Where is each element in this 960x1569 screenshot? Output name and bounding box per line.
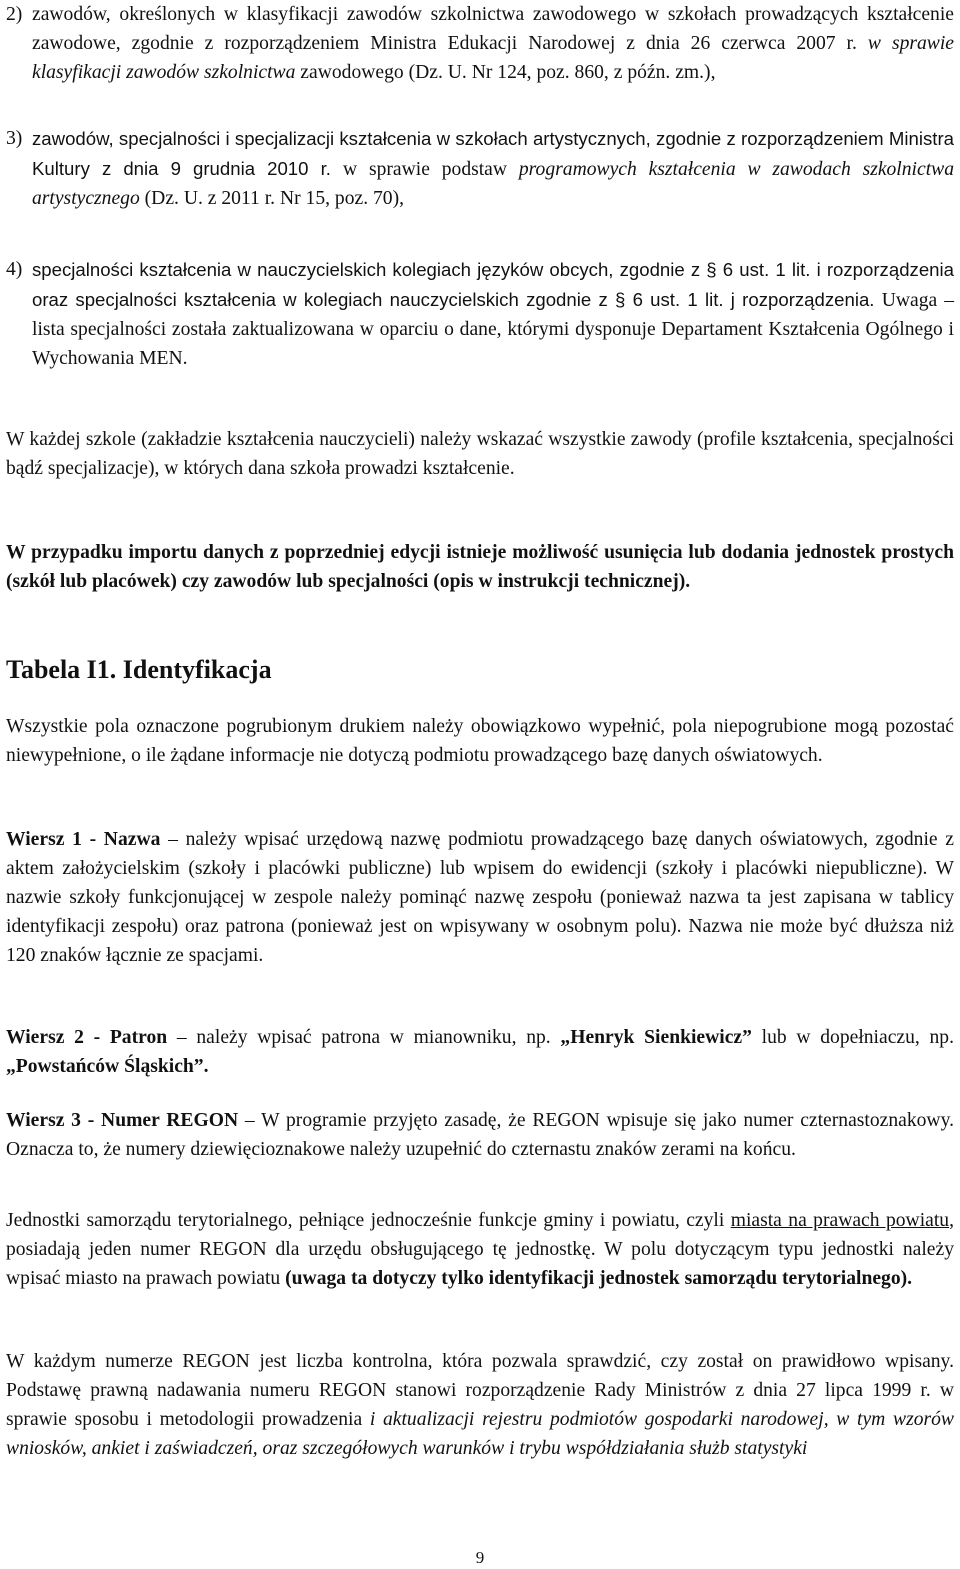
wiersz-2-label: Wiersz 2 - Patron bbox=[6, 1027, 168, 1048]
paragraph-kontrolna: W każdym numerze REGON jest liczba kontrolna, która pozwala sprawdzić, czy został on prawidłowo wpisany. Podstawę prawną nadawania numeru REGON stanowi rozporządzenie Rady Ministrów z dnia 27 lipca 1999 r. w sprawie sposobu i metodologii prowadzenia i aktualizacji rejestru podmiotów gospodarki narodowej, w tym wzorów wniosków, ankiet i zaświadczeń, oraz szczegółowych warunków i trybu współdziałania służb statystyki bbox=[6, 1351, 954, 1459]
paragraph-wiersz-3: Wiersz 3 - Numer REGON – W programie przyjęto zasadę, że REGON wpisuje się jako numer czternastoznakowy. Oznacza to, że numery dziewięcioznakowe należy uzupełnić do czternastu znaków zerami na końcu. bbox=[6, 1110, 954, 1160]
paragraph-wiersz-2: Wiersz 2 - Patron – należy wpisać patrona w mianowniku, np. „Henryk Sienkiewicz” lub w dopełniaczu, np. „Powstańców Śląskich”. bbox=[6, 1027, 954, 1077]
paragraph-wiersz-1: Wiersz 1 - Nazwa – należy wpisać urzędową nazwę podmiotu prowadzącego bazę danych oświatowych, zgodnie z aktem założycielskim (szkoły i placówki publiczne) lub wpisem do ewidencji (szkoły i placówki niepubliczne). W nazwie szkoły funkcjonującej w zespole należy pominąć nazwę zespołu (ponieważ nazwa ta jest zapisana w tablicy identyfikacji zespołu) oraz patrona (ponieważ jest on wpisywany w osobnym polu). Nazwa nie może być dłuższa niż 120 znaków łącznie ze spacjami. bbox=[6, 829, 954, 966]
list-number: 3) bbox=[6, 128, 23, 149]
wiersz-3-label: Wiersz 3 - Numer REGON bbox=[6, 1110, 239, 1131]
section-heading: Tabela I1. Identyfikacja bbox=[6, 655, 272, 684]
list-item-2 bbox=[6, 0, 954, 87]
list-item-text: zawodów, określonych w klasyfikacji zawodów szkolnictwa zawodowego w szkołach prowadzących kształcenie zawodowe, zgodnie z rozporządzeniem Ministra Edukacji Narodowej z dnia 26 czerwca 2007 r. w sprawie klasyfikacji zawodów szkolnictwa zawodowego (Dz. U. Nr 124, poz. 860, z późn. zm.), bbox=[32, 4, 954, 83]
paragraph-wskazac: W każdej szkole (zakładzie kształcenia nauczycieli) należy wskazać wszystkie zawody (profile kształcenia, specjalności bądź specjalizacje), w których dana szkoła prowadzi kształcenie. bbox=[6, 429, 954, 479]
list-number: 2) bbox=[6, 4, 23, 25]
paragraph-import: W przypadku importu danych z poprzedniej edycji istnieje możliwość usunięcia lub dodania jednostek prostych (szkół lub placówek) czy zawodów lub specjalności (opis w instrukcji technicznej). bbox=[6, 542, 954, 592]
paragraph-jst: Jednostki samorządu terytorialnego, pełniące jednocześnie funkcje gminy i powiatu, czyli miasta na prawach powiatu, posiadają jeden numer REGON dla urzędu obsługującego tę jednostkę. W polu dotyczącym typu jednostki należy wpisać miasto na prawach powiatu (uwaga ta dotyczy tylko identyfikacji jednostek samorządu terytorialnego). bbox=[6, 1210, 954, 1289]
page-number: 9 bbox=[475, 1548, 485, 1567]
wiersz-1-label: Wiersz 1 - Nazwa bbox=[6, 829, 161, 850]
list-item-text: zawodów, specjalności i specjalizacji kształcenia w szkołach artystycznych, zgodnie z rozporządzeniem Ministra Kultury z dnia 9 grudnia 2010 r. w sprawie podstaw programowych kształcenia w zawodach szkolnictwa artystycznego (Dz. U. z 2011 r. Nr 15, poz. 70), bbox=[32, 128, 954, 209]
list-item-text: specjalności kształcenia w nauczycielskich kolegiach języków obcych, zgodnie z § 6 ust. 1 lit. i rozporządzenia oraz specjalności kształcenia w kolegiach nauczycielskich zgodnie z § 6 ust. 1 lit. j rozporządzenia. Uwaga – lista specjalności została zaktualizowana w oparciu o dane, którymi dysponuje Departament Kształcenia Ogólnego i Wychowania MEN. bbox=[32, 259, 954, 369]
list-item-3 bbox=[6, 124, 954, 213]
paragraph-pola: Wszystkie pola oznaczone pogrubionym drukiem należy obowiązkowo wypełnić, pola niepogrubione mogą pozostać niewypełnione, o ile żądane informacje nie dotyczą podmiotu prowadzącego bazę danych oświatowych. bbox=[6, 716, 954, 766]
list-item-4 bbox=[6, 255, 954, 373]
list-number: 4) bbox=[6, 259, 23, 280]
